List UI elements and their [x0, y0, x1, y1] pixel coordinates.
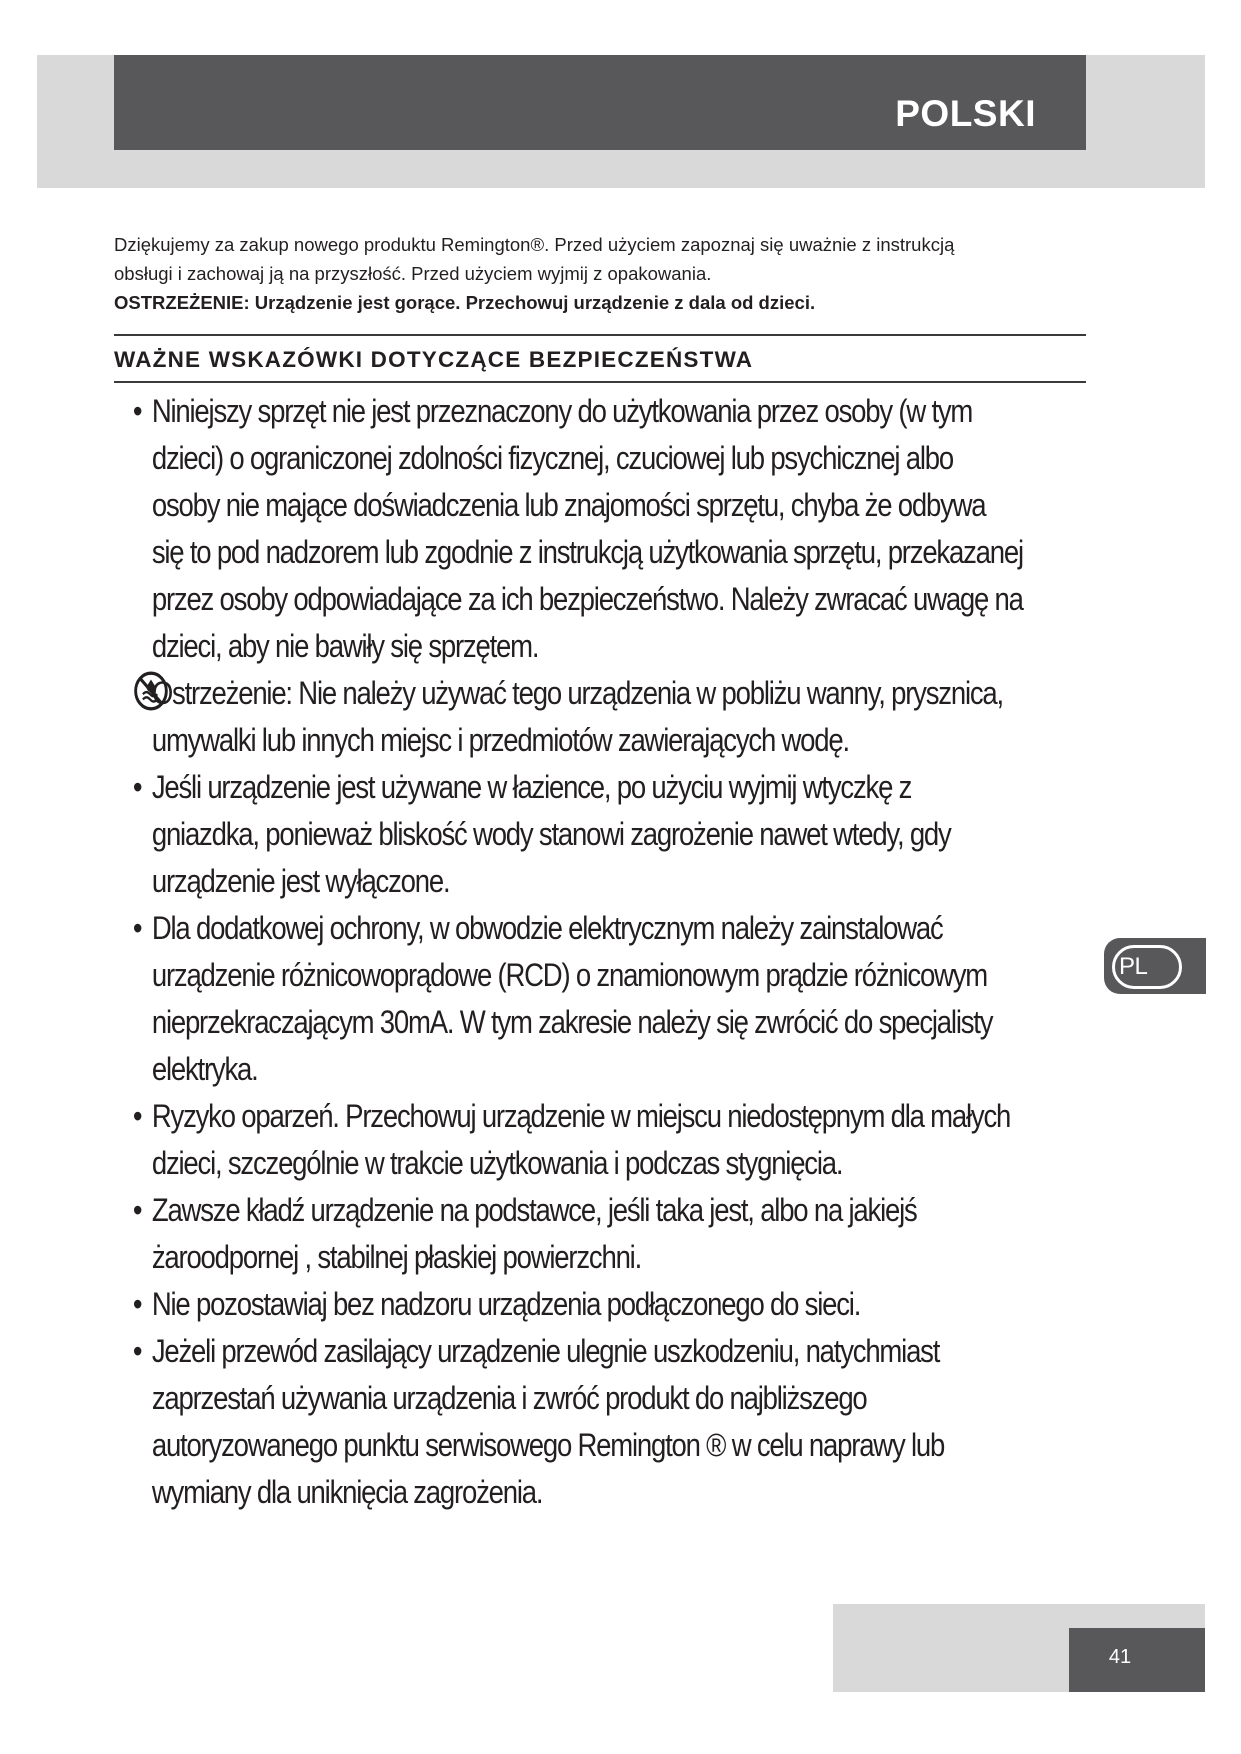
list-item-line: Ryzyko oparzeń. Przechowuj urządzenie w miejscu niedostępnym dla małych	[151, 1098, 1011, 1134]
list-item-line: dzieci, aby nie bawiły się sprzętem.	[151, 628, 539, 664]
heading-rule-bottom	[114, 381, 1086, 383]
intro-text	[114, 230, 1094, 317]
list-item-line: urządzenie różnicowoprądowe (RCD) o znamionowym prądzie różnicowym	[151, 957, 988, 993]
list-item-line: gniazdka, ponieważ bliskość wody stanowi zagrożenie nawet wtedy, gdy	[151, 816, 951, 852]
list-item	[114, 1281, 1103, 1328]
list-item	[114, 1093, 1103, 1187]
list-item-line: autoryzowanego punktu serwisowego Remington ® w celu naprawy lub	[151, 1427, 945, 1463]
bullet-marker: •	[132, 1098, 142, 1134]
list-item-line: żaroodpornej , stabilnej płaskiej powierzchni.	[151, 1239, 642, 1275]
language-tab	[1104, 938, 1206, 994]
list-item	[114, 1187, 1103, 1281]
list-item-line: Dla dodatkowej ochrony, w obwodzie elektrycznym należy zainstalować	[151, 910, 943, 946]
page-language-title: POLSKI	[895, 93, 1036, 134]
safety-instructions-list	[114, 388, 1103, 1516]
list-item-line: wymiany dla uniknięcia zagrożenia.	[151, 1474, 543, 1510]
warning-list-item	[114, 670, 1103, 764]
list-item-line: umywalki lub innych miejsc i przedmiotów zawierających wodę.	[151, 722, 849, 758]
bullet-marker: •	[132, 1333, 142, 1369]
intro-line-2: obsługi i zachowaj ją na przyszłość. Przed użyciem wyjmij z opakowania.	[114, 263, 712, 284]
list-item-line: elektryka.	[151, 1051, 258, 1087]
list-item-line: się to pod nadzorem lub zgodnie z instrukcją użytkowania sprzętu, przekazanej	[151, 534, 1023, 570]
bullet-marker: •	[132, 910, 142, 946]
list-item-line: dzieci, szczególnie w trakcie użytkowania i podczas stygnięcia.	[151, 1145, 843, 1181]
bullet-marker: •	[132, 393, 142, 429]
list-item	[114, 764, 1103, 905]
bullet-marker: •	[132, 1286, 142, 1322]
safety-heading: WAŻNE WSKAZÓWKI DOTYCZĄCE BEZPIECZEŃSTWA	[114, 347, 754, 372]
list-item-line: Niniejszy sprzęt nie jest przeznaczony do użytkowania przez osoby (w tym	[151, 393, 973, 429]
list-item	[114, 905, 1103, 1093]
list-item-line: Jeśli urządzenie jest używane w łazience, po użyciu wyjmij wtyczkę z	[151, 769, 912, 805]
footer-page-box	[1069, 1628, 1205, 1692]
list-item-line: Jeżeli przewód zasilający urządzenie ulegnie uszkodzeniu, natychmiast	[151, 1333, 940, 1369]
list-item-line: zaprzestań używania urządzenia i zwróć produkt do najbliższego	[151, 1380, 867, 1416]
bullet-marker: •	[132, 769, 142, 805]
page-number: 41	[1108, 1646, 1132, 1668]
bullet-marker: •	[132, 1192, 142, 1228]
intro-line-1: Dziękujemy za zakup nowego produktu Remington®. Przed użyciem zapoznaj się uważnie z instrukcją	[114, 234, 955, 255]
list-item	[114, 388, 1103, 670]
list-item-line: nieprzekraczającym 30mA. W tym zakresie należy się zwrócić do specjalisty	[151, 1004, 993, 1040]
list-item-line: urządzenie jest wyłączone.	[151, 863, 450, 899]
language-badge: PL	[1112, 945, 1182, 989]
header-bar	[114, 55, 1086, 150]
list-item-line: przez osoby odpowiadające za ich bezpieczeństwo. Należy zwracać uwagę na	[151, 581, 1023, 617]
list-item-line: dzieci) o ograniczonej zdolności fizycznej, czuciowej lub psychicznej albo	[151, 440, 953, 476]
list-item	[114, 1328, 1103, 1516]
list-item-line: osoby nie mające doświadczenia lub znajomości sprzętu, chyba że odbywa	[151, 487, 986, 523]
intro-warning: OSTRZEŻENIE: Urządzenie jest gorące. Przechowuj urządzenie z dala od dzieci.	[114, 292, 816, 313]
heading-rule-top	[114, 334, 1086, 336]
list-item-line: Zawsze kładź urządzenie na podstawce, jeśli taka jest, albo na jakiejś	[151, 1192, 917, 1228]
list-item-line: Ostrzeżenie: Nie należy używać tego urządzenia w pobliżu wanny, prysznica,	[151, 675, 1003, 711]
list-item-line: Nie pozostawiaj bez nadzoru urządzenia podłączonego do sieci.	[151, 1286, 861, 1322]
no-water-warning-icon	[133, 670, 152, 717]
